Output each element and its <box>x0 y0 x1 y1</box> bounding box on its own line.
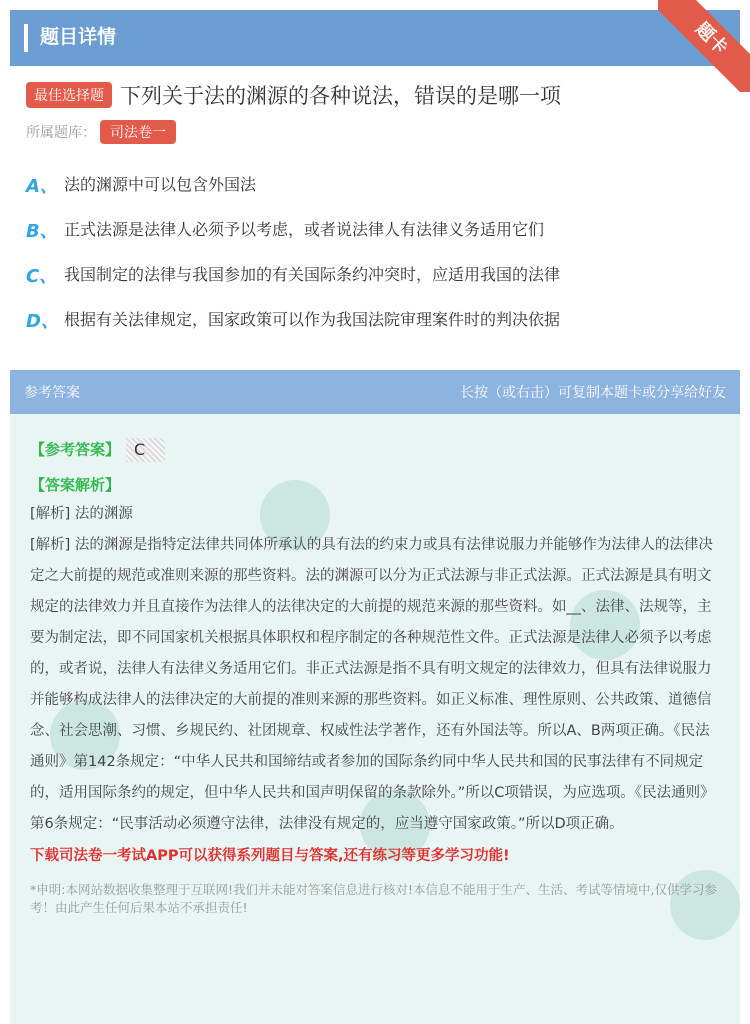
page-title: 题目详情 <box>40 26 117 48</box>
answer-row <box>30 438 720 462</box>
download-app-link[interactable]: 下载司法卷一考试APP可以获得系列题目与答案,还有练习等更多学习功能! <box>30 848 510 864</box>
options-list <box>26 172 726 352</box>
page-header <box>10 10 740 66</box>
question-bank <box>26 120 176 144</box>
answer-header <box>10 370 740 414</box>
option-letter: D、 <box>26 311 59 332</box>
analysis-title: [解析] 法的渊源 <box>30 506 133 522</box>
option-c[interactable] <box>26 262 726 307</box>
corner-ribbon <box>658 0 750 92</box>
option-text: 根据有关法律规定，国家政策可以作为我国法院审理案件时的判决依据 <box>64 310 561 329</box>
answer-label: 【参考答案】 <box>30 440 121 459</box>
answer-body <box>10 414 740 917</box>
option-text: 正式法源是法律人必须予以考虑，或者说法律人有法律义务适用它们 <box>64 220 545 239</box>
ribbon-label: 题卡 <box>658 0 750 92</box>
analysis-label: 【答案解析】 <box>30 476 121 494</box>
disclaimer: *申明:本网站数据收集整理于互联网!我们并未能对答案信息进行核对!本信息不能用于生产、生活、考试等情境中,仅供学习参考！由此产生任何后果本站不承担责任! <box>30 882 717 915</box>
header-accent-bar <box>24 24 28 52</box>
option-letter: B、 <box>26 221 58 242</box>
option-text: 法的渊源中可以包含外国法 <box>64 175 257 194</box>
option-b[interactable] <box>26 217 726 262</box>
option-text: 我国制定的法律与我国参加的有关国际条约冲突时，应适用我国的法律 <box>64 265 561 284</box>
answer-value: C <box>126 438 165 462</box>
analysis-body: [解析] 法的渊源是指特定法律共同体所承认的具有法的约束力或具有法律说服力并能够作为法律人的法律决定之大前提的规范或准则来源的那些资料。法的渊源可以分为正式法源与非正式法源。正式法源是具有明文规定的法律效力并且直接作为法律人的法律决定的大前提的规范来源的那些资料。如__、法律、法规等，主要为制定法，即不同国家机关根据具体职权和程序制定的各种规范性文件。正式法源是法律人必须予以考虑的，或者说，法律人有法律义务适用它们。非正式法源是指不具有明文规定的法律效力，但具有法律说服力并能够构成法律人的法律决定的大前提的准则来源的那些资料。如正义标准、理性原则、公共政策、道德信念、社会思潮、习惯、乡规民约、社团规章、权威性法学著作，还有外国法等。所以A、B两项正确。《民法通则》第142条规定：“中华人民共和国缔结或者参加的国际条约同中华人民共和国的民事法律有不同规定的，适用国际条约的规定，但中华人民共和国声明保留的条款除外。”所以C项错误，为应选项。《民法通则》第6条规定：“民事活动必须遵守法律，法律没有规定的，应当遵守国家政策。”所以D项正确。 <box>30 537 715 832</box>
question-block <box>26 80 726 110</box>
option-a[interactable] <box>26 172 726 217</box>
question-text: 下列关于法的渊源的各种说法，错误的是哪一项 <box>120 84 561 108</box>
answer-header-title: 参考答案 <box>24 385 80 401</box>
option-letter: C、 <box>26 266 58 287</box>
answer-section <box>10 370 740 1024</box>
option-letter: A、 <box>26 176 58 197</box>
share-hint[interactable]: 长按（或右击）可复制本题卡或分享给好友 <box>460 385 726 401</box>
question-type-badge: 最佳选择题 <box>26 82 112 108</box>
bank-label: 所属题库： <box>26 125 96 141</box>
bank-badge[interactable]: 司法卷一 <box>100 120 176 144</box>
option-d[interactable] <box>26 307 726 352</box>
